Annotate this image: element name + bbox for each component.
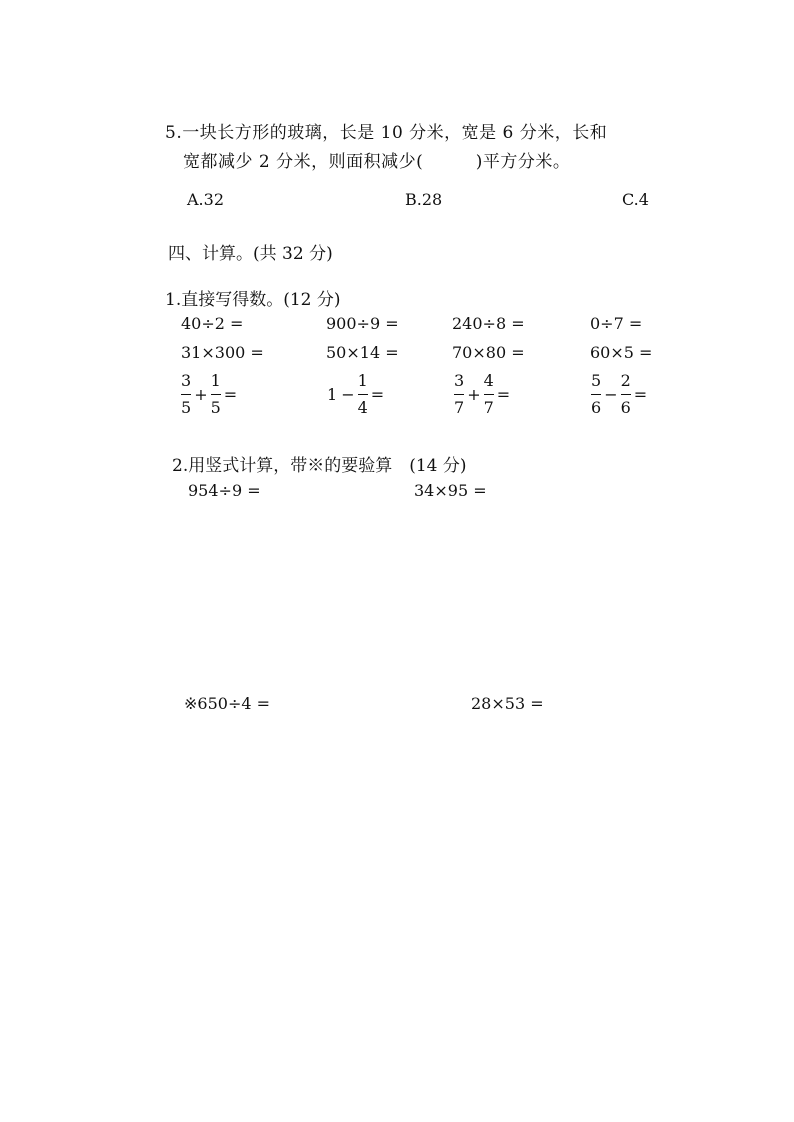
fraction: $\frac{4}{7}$: [484, 368, 494, 421]
option-b: B.28: [405, 190, 443, 209]
oral-calc-1: 40÷2 =: [181, 314, 244, 333]
part-1-title: 1.直接写得数。(12 分): [165, 290, 341, 310]
oral-calc-8: 60×5 =: [590, 343, 653, 362]
vertical-calc-4: 28×53 =: [471, 694, 544, 713]
section-4-title: 四、计算。(共 32 分): [168, 244, 333, 264]
vertical-calc-2: 34×95 =: [414, 481, 487, 500]
oral-calc-4: 0÷7 =: [590, 314, 643, 333]
fraction: $\frac{1}{4}$: [358, 368, 368, 421]
fraction: $\frac{3}{7}$: [454, 368, 464, 421]
fraction-expr-4: $\frac{5}{6}$ − $\frac{2}{6}$ =: [591, 368, 648, 421]
fraction-expr-1: $\frac{3}{5}$ + $\frac{1}{5}$ =: [181, 368, 238, 421]
vertical-calc-1: 954÷9 =: [188, 481, 261, 500]
fraction: $\frac{5}{6}$: [591, 368, 601, 421]
fraction: $\frac{1}{5}$: [211, 368, 221, 421]
vertical-calc-3: ※650÷4 =: [184, 694, 271, 713]
option-a: A.32: [187, 190, 224, 209]
question-5-line-1: 5.一块长方形的玻璃，长是 10 分米，宽是 6 分米，长和: [165, 123, 608, 143]
fraction: $\frac{3}{5}$: [181, 368, 191, 421]
oral-calc-6: 50×14 =: [326, 343, 399, 362]
oral-calc-3: 240÷8 =: [452, 314, 525, 333]
fraction: $\frac{2}{6}$: [621, 368, 631, 421]
oral-calc-2: 900÷9 =: [326, 314, 399, 333]
option-c: C.4: [622, 190, 649, 209]
fraction-expr-3: $\frac{3}{7}$ + $\frac{4}{7}$ =: [454, 368, 511, 421]
oral-calc-5: 31×300 =: [181, 343, 264, 362]
question-5-line-2: 宽都减少 2 分米，则面积减少( )平方分米。: [183, 152, 571, 172]
part-2-title: 2.用竖式计算，带※的要验算 (14 分): [172, 456, 467, 476]
fraction-expr-2: 1 − $\frac{1}{4}$ =: [326, 368, 385, 421]
oral-calc-7: 70×80 =: [452, 343, 525, 362]
